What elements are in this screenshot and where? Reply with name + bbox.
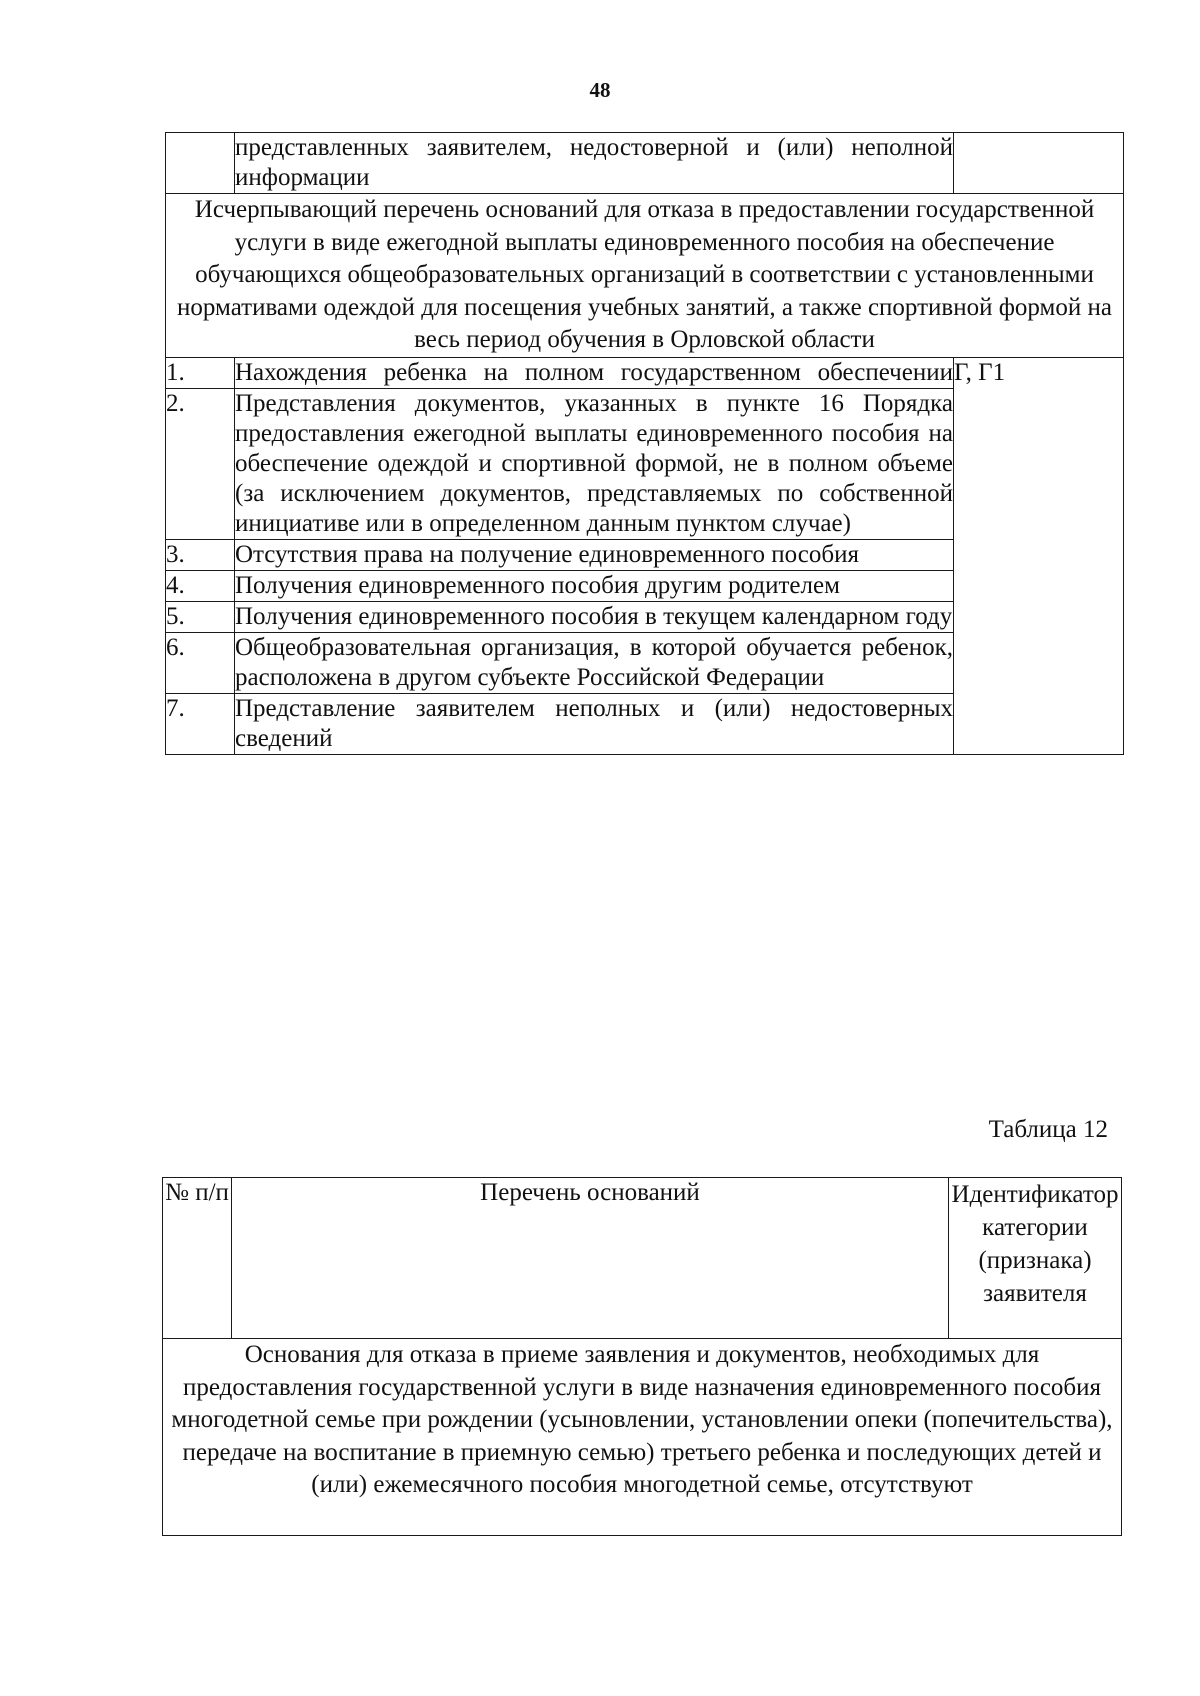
row-number: 6. xyxy=(166,632,235,693)
page-number: 48 xyxy=(589,78,611,102)
column-header-list: Перечень оснований xyxy=(232,1178,949,1339)
category-identifier: Г, Г1 xyxy=(954,357,1124,754)
row-text: Получения единовременного пособия другим родителем xyxy=(235,570,954,601)
section-heading: Исчерпывающий перечень оснований для отказа в предоставлении государственной услуги в виде ежегодной выплаты единовременного пособия на обеспечение обучающихся общеобразовательных организаций в соответствии с установленными нормативами одеждой для посещения учебных занятий, а также спортивной формой на весь период обучения в Орловской области xyxy=(166,194,1124,358)
row-identifier xyxy=(954,133,1124,194)
header-row xyxy=(163,1178,1122,1339)
row-number: 7. xyxy=(166,693,235,754)
table-caption: Таблица 12 xyxy=(988,1116,1108,1143)
table-row xyxy=(166,357,1124,388)
row-number: 2. xyxy=(166,388,235,539)
table-12 xyxy=(162,1177,1122,1536)
row-text: Представление заявителем неполных и (или) недостоверных сведений xyxy=(235,693,954,754)
section-heading-row xyxy=(166,194,1124,358)
row-number: 3. xyxy=(166,539,235,570)
row-text: представленных заявителем, недостоверной и (или) неполной информации xyxy=(235,133,954,194)
row-number xyxy=(166,133,235,194)
row-number: 4. xyxy=(166,570,235,601)
row-text: Представления документов, указанных в пункте 16 Порядка предоставления ежегодной выплаты единовременного пособия на обеспечение одеждой и спортивной формой, не в полном объеме (за исключением документов, представляемых по собственной инициативе или в определенном данным пунктом случае) xyxy=(235,388,954,539)
row-text: Нахождения ребенка на полном государственном обеспечении xyxy=(235,357,954,388)
column-header-identifier: Идентификатор категории (признака) заявителя xyxy=(949,1178,1122,1339)
row-text: Отсутствия права на получение единовременного пособия xyxy=(235,539,954,570)
section-text: Основания для отказа в приеме заявления и документов, необходимых для предоставления государственной услуги в виде назначения единовременного пособия многодетной семье при рождении (усыновлении, установлении опеки (попечительства), передаче на воспитание в приемную семью) третьего ребенка и последующих детей и (или) ежемесячного пособия многодетной семье, отсутствуют xyxy=(163,1339,1122,1536)
row-text: Получения единовременного пособия в текущем календарном году xyxy=(235,601,954,632)
grounds-table xyxy=(165,132,1124,755)
continuation-row xyxy=(166,133,1124,194)
column-header-number: № п/п xyxy=(163,1178,232,1339)
section-row xyxy=(163,1339,1122,1536)
row-text: Общеобразовательная организация, в которой обучается ребенок, расположена в другом субъекте Российской Федерации xyxy=(235,632,954,693)
row-number: 5. xyxy=(166,601,235,632)
row-number: 1. xyxy=(166,357,235,388)
